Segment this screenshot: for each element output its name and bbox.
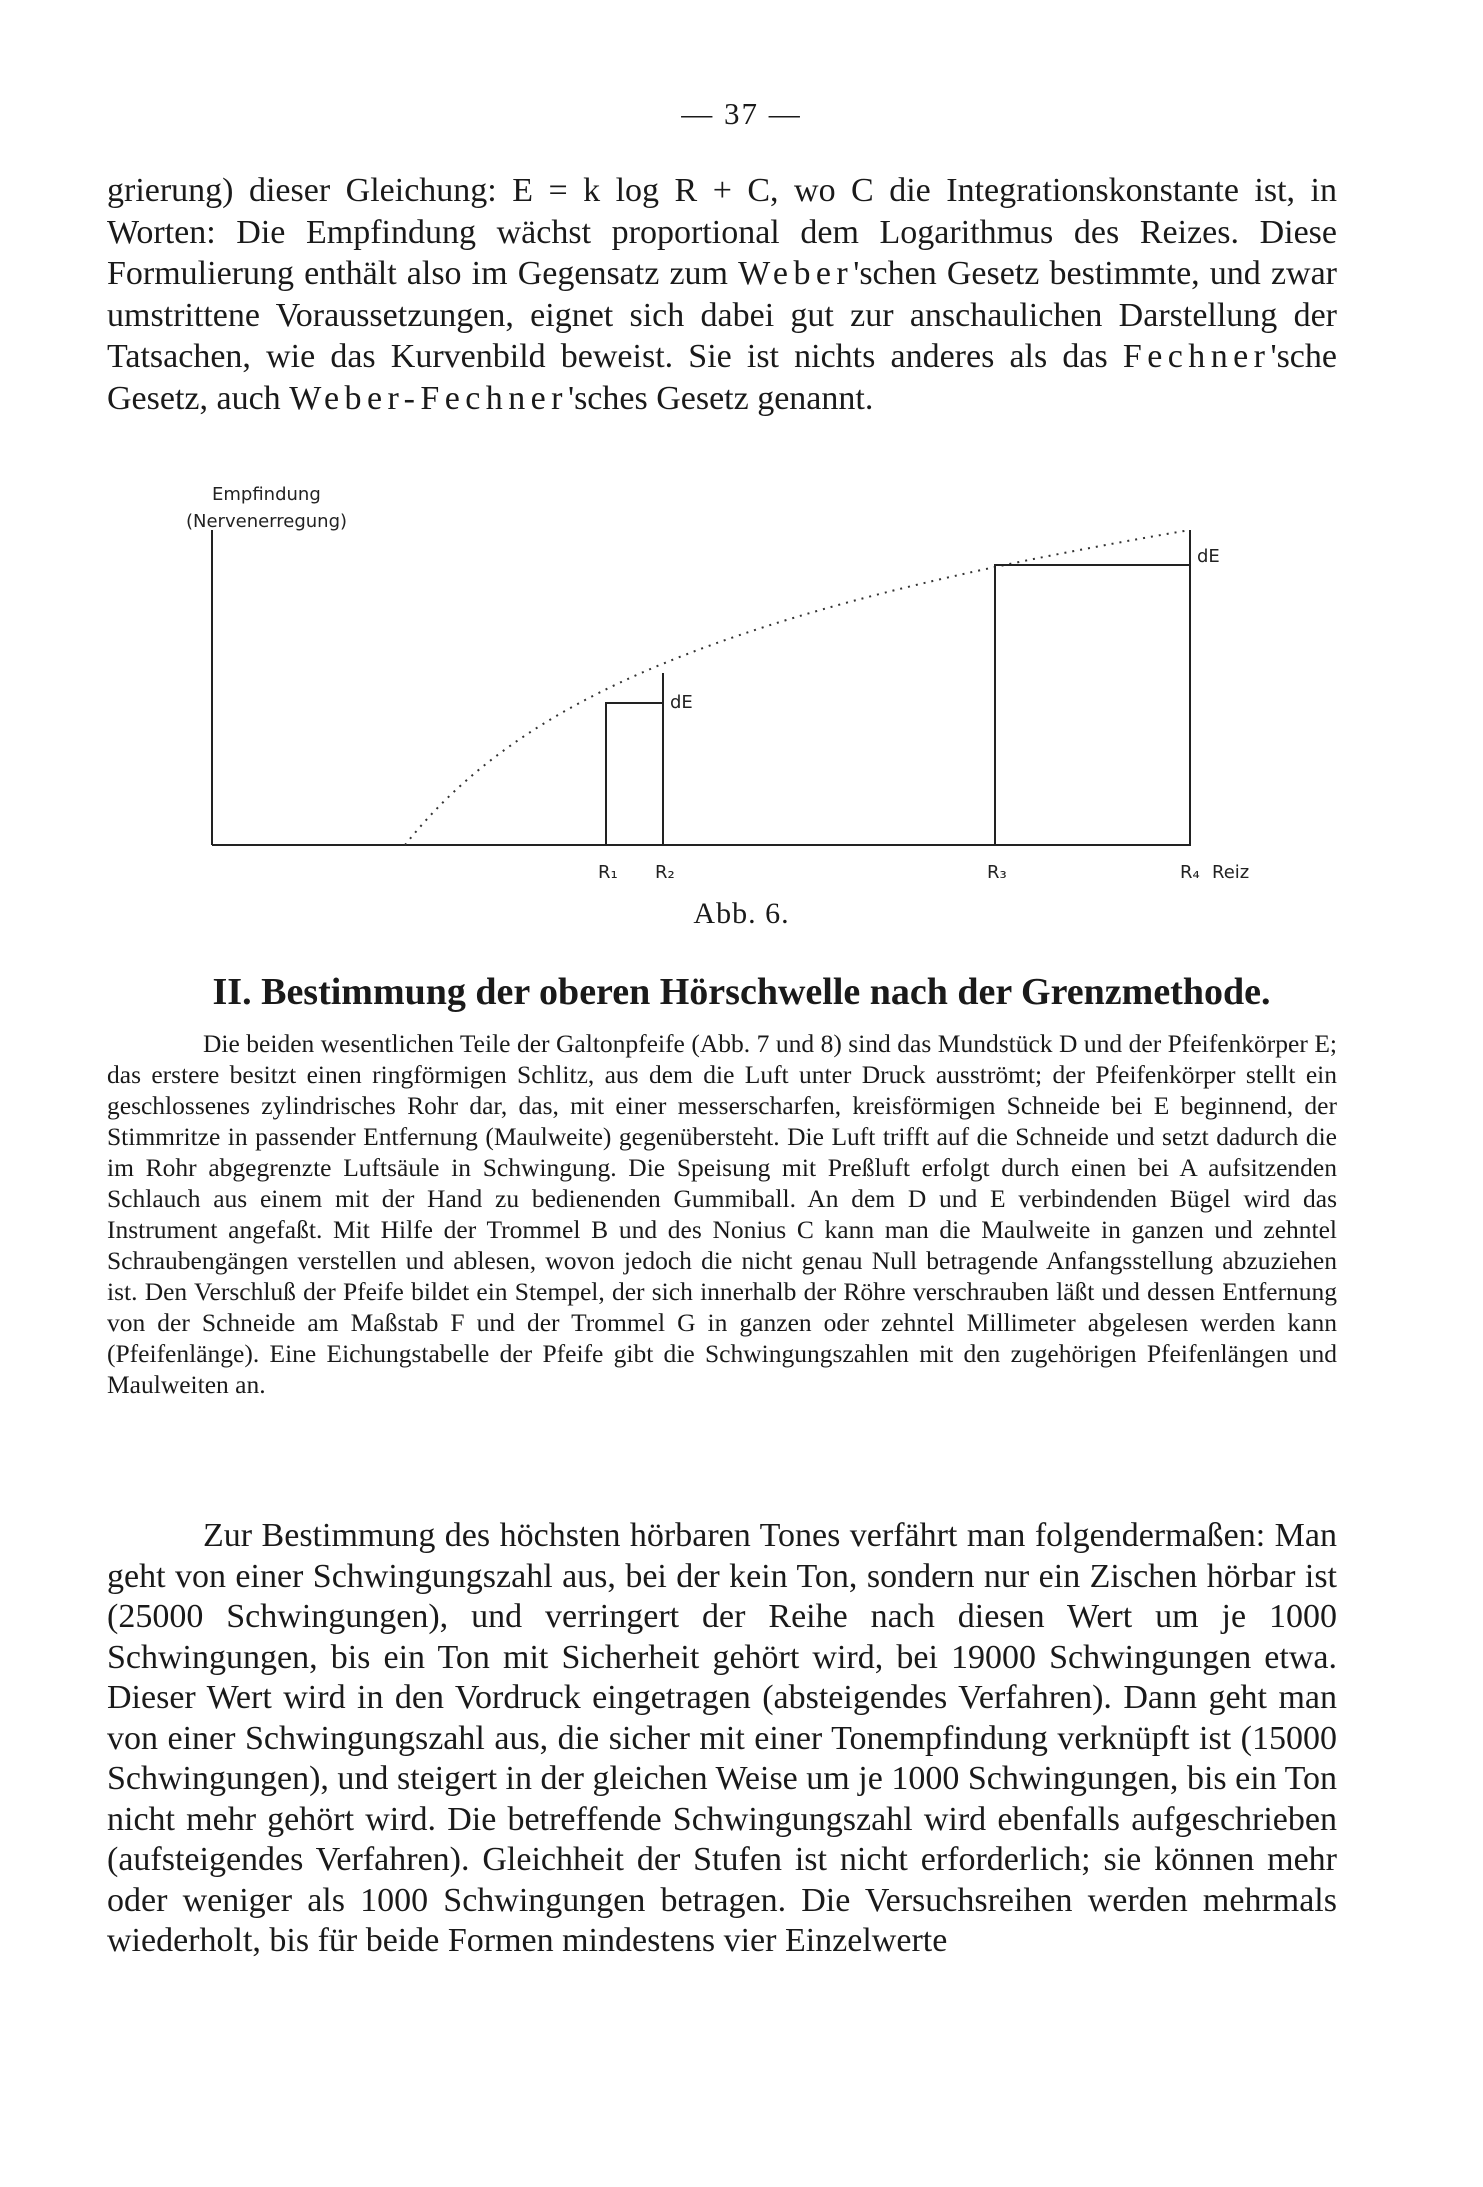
name-weber-fechner: Weber-Fechner bbox=[289, 379, 568, 417]
y-axis-label-line2: (Nervenerregung) bbox=[186, 511, 348, 532]
text-run: 'sche Gesetz, auch bbox=[107, 338, 1337, 417]
de-label-large: dE bbox=[1197, 546, 1220, 567]
paragraph-small-print bbox=[107, 1028, 1337, 1400]
r2-label: R₂ bbox=[655, 862, 675, 883]
r3-label: R₃ bbox=[987, 862, 1007, 883]
increment-rect-small bbox=[606, 703, 663, 845]
paragraph-top bbox=[107, 170, 1337, 419]
section-heading: II. Bestimmung der oberen Hörschwelle nach der Grenzmethode. bbox=[212, 971, 1271, 1013]
paragraph-text: Die beiden wesentlichen Teile der Galtonpfeife (Abb. 7 und 8) sind das Mundstück D und der Pfeifenkörper E; das erstere besitzt einen ringförmigen Schlitz, aus dem die Luft unter Druck ausströmt; der Pfeifenkörper stellt ein geschlossenes zylindrisches Rohr dar, das, mit einer messerscharfen, kreisförmigen Schneide bei E beginnend, der Stimmritze in passender Entfernung (Maulweite) gegenübersteht. Die Luft trifft auf die Schneide und setzt dadurch die im Rohr abgegrenzte Luftsäule in Schwingung. Die Speisung mit Preßluft erfolgt durch einen bei A aufsitzenden Schlauch aus einem mit der Hand zu bedienenden Gummiball. An dem D und E verbindenden Bügel wird das Instrument angefaßt. Mit Hilfe der Trommel B und des Nonius C kann man die Maulweite in ganzen und zehntel Schraubengängen verstellen und ablesen, wovon jedoch die nicht genau Null betragende Anfangsstellung abzuziehen ist. Den Verschluß der Pfeife bildet ein Stempel, der sich innerhalb der Röhre verschrauben läßt und dessen Entfernung von der Schneide am Maßstab F und der Trommel G in ganzen oder zehntel Millimeter abgelesen werden kann (Pfeifenlänge). Eine Eichungstabelle der Pfeife gibt die Schwingungszahlen mit den zugehörigen Pfeifenlängen und Maulweiten an. bbox=[107, 1029, 1337, 1399]
page-number: — 37 — bbox=[681, 96, 802, 131]
increment-rect-large bbox=[995, 565, 1190, 845]
name-weber: Weber bbox=[738, 255, 854, 292]
figure-logarithm-curve bbox=[0, 470, 1483, 890]
r4-label: R₄ bbox=[1180, 862, 1200, 883]
paragraph-text: Zur Bestimmung des höchsten hörbaren Tones verfährt man folgendermaßen: Man geht von einer Schwingungszahl aus, bei der kein Ton, sondern nur ein Zischen hörbar ist (25000 Schwingungen), und verringert der Reihe nach diesen Wert um je 1000 Schwingungen, bis ein Ton mit Sicherheit gehört wird, bei 19000 Schwingungen etwa. Dieser Wert wird in den Vordruck eingetragen (absteigendes Verfahren). Dann geht man von einer Schwingungszahl aus, die sicher mit einer Tonempfindung verknüpft ist (15000 Schwingungen), und steigert in der gleichen Weise um je 1000 Schwingungen, bis ein Ton nicht mehr gehört wird. Die betreffende Schwingungszahl wird ebenfalls aufgeschrieben (aufsteigendes Verfahren). Gleichheit der Stufen ist nicht erforderlich; sie können mehr oder weniger als 1000 Schwingungen betragen. Die Versuchsreihen werden mehrmals wiederholt, bis für beide Formen mindestens vier Einzelwerte bbox=[107, 1517, 1337, 1959]
x-axis-label: Reiz bbox=[1212, 862, 1250, 883]
logarithm-curve bbox=[405, 530, 1190, 845]
text-run: 'sches Gesetz genannt. bbox=[567, 379, 874, 417]
y-axis-label-line1: Empfindung bbox=[212, 484, 321, 505]
figure-caption: Abb. 6. bbox=[693, 897, 790, 930]
de-label-small: dE bbox=[670, 692, 693, 713]
text-run: 'schen Gesetz bestimmte, und zwar umstrittene Voraussetzungen, eignet sich dabei gut zur anschaulichen Darstellung der Tatsachen, wie das Kurvenbild beweist. Sie ist nichts anderes als das bbox=[107, 255, 1337, 375]
name-fechner: Fechner bbox=[1122, 338, 1271, 375]
text-run: grierung) dieser Gleichung: E = k log R + C, wo C die Integrationskonstante ist, in Worten: Die Empfindung wächst proportional dem Logarithmus des Reizes. Diese Formulierung enthält also im Gegensatz zum bbox=[107, 172, 1337, 292]
paragraph-bottom bbox=[107, 1516, 1337, 1962]
r1-label: R₁ bbox=[598, 862, 618, 883]
